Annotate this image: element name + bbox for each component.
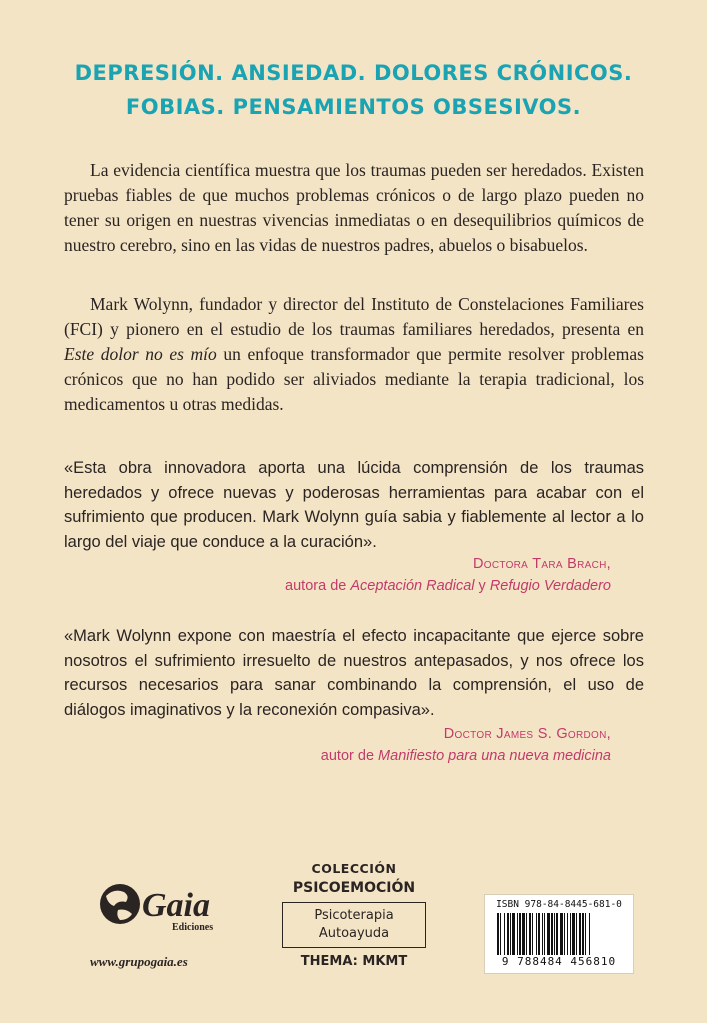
attribution-2-author: Doctor James S. Gordon, <box>443 726 611 742</box>
isbn-digits: 9 788484 456810 <box>501 955 617 968</box>
isbn-barcode <box>484 894 634 974</box>
barcode-bar <box>547 913 550 955</box>
thema-code: THEMA: MKMT <box>300 954 408 969</box>
barcode-bar <box>510 913 511 955</box>
collection-block <box>272 860 436 969</box>
barcode-bar <box>551 913 553 955</box>
barcode-bar <box>538 913 540 955</box>
logo-word: Gaia <box>142 887 210 924</box>
headline-line-1: DEPRESIÓN. ANSIEDAD. DOLORES CRÓNICOS. <box>74 61 633 85</box>
headline-line-2: FOBIAS. PENSAMIENTOS OBSESIVOS. <box>125 95 582 119</box>
headline <box>0 56 707 124</box>
barcode-bar <box>560 913 563 955</box>
barcode-bar <box>582 913 584 955</box>
barcode-bar <box>512 913 515 955</box>
attribution-1-book-1: Aceptación Radical <box>350 578 475 594</box>
attribution-1-author: Doctora Tara Brach, <box>472 556 611 572</box>
attribution-1-prefix: autora de <box>285 578 351 594</box>
attribution-2-role <box>321 745 611 767</box>
barcode-bar <box>576 913 577 955</box>
barcode-bar <box>579 913 581 955</box>
barcode-bar <box>504 913 505 955</box>
paragraph-1: La evidencia científica muestra que los traumas pueden ser heredados. Existen pruebas fiables de que muchos problemas crónicos o de largo plazo pueden no tener su origen en nuestras vivencias inmediatas o en desequilibrios químicos de nuestro cerebro, sino en las vidas de nuestros padres, abuelos o bisabuelos. <box>64 160 644 255</box>
barcode-bar <box>522 913 525 955</box>
blurb-quote-1: «Esta obra innovadora aporta una lúcida comprensión de los traumas heredados y ofrece nuevas y poderosas herramientas para acabar con el sufrimiento que producen. Mark Wolynn guía sabia y fiablemente al lector a lo largo del viaje que conduce a la curación». <box>64 459 644 551</box>
intro-paragraph <box>64 158 644 258</box>
attribution-1-role <box>285 575 611 597</box>
barcode-bar <box>532 913 533 955</box>
category-2: Autoayuda <box>318 926 390 941</box>
attribution-1-book-2: Refugio Verdadero <box>489 578 611 594</box>
attribution-1-join: y <box>474 578 490 594</box>
barcode-bar <box>572 913 575 955</box>
category-box <box>282 902 426 948</box>
barcode-bar <box>507 913 509 955</box>
author-paragraph <box>64 292 644 417</box>
attribution-2-prefix: autor de <box>320 748 379 764</box>
barcode-bar <box>526 913 527 955</box>
barcode-bar <box>570 913 571 955</box>
barcode-bar <box>585 913 586 955</box>
barcode-bar <box>500 913 501 955</box>
paragraph-2-after: un enfoque transformador que permite resolver problemas crónicos que no han podido ser aliviados mediante la terapia tradicional, los medicamentos u otras medidas. <box>64 344 644 414</box>
blurb-attribution-1 <box>285 553 611 597</box>
collection-name: PSICOEMOCIÓN <box>292 880 416 896</box>
barcode-icon <box>495 913 623 955</box>
isbn-label: ISBN 978-84-8445-681-0 <box>496 899 622 910</box>
barcode-bar <box>564 913 565 955</box>
barcode-bar <box>556 913 558 955</box>
barcode-bar <box>497 913 499 955</box>
blurb-attribution-2 <box>321 723 611 767</box>
barcode-bar <box>554 913 555 955</box>
barcode-bar <box>517 913 518 955</box>
blurb-quote-2: «Mark Wolynn expone con maestría el efecto incapacitante que ejerce sobre nosotros el sufrimiento irresuelto de nuestros antepasados, y nos ofrece los recursos necesarios para sanar combinando la comprensión, el uso de diálogos imaginativos y la reconexión compasiva». <box>64 627 644 719</box>
barcode-bar <box>529 913 531 955</box>
book-title: Este dolor no es mío <box>64 344 217 364</box>
barcode-bar <box>519 913 521 955</box>
category-1: Psicoterapia <box>314 908 394 923</box>
logo-sub: Ediciones <box>172 922 214 933</box>
paragraph-2-before: Mark Wolynn, fundador y director del Instituto de Constelaciones Familiares (FCI) y pionero en el estudio de los traumas familiares heredados, presenta en <box>64 294 644 339</box>
publisher-logo <box>84 870 224 940</box>
barcode-bar <box>589 913 590 955</box>
publisher-url: www.grupogaia.es <box>90 954 188 969</box>
collection-label: COLECCIÓN <box>311 861 397 876</box>
barcode-bar <box>542 913 543 955</box>
barcode-bar <box>544 913 545 955</box>
barcode-bar <box>536 913 537 955</box>
barcode-bar <box>567 913 568 955</box>
attribution-2-book: Manifiesto para una nueva medicina <box>378 748 611 764</box>
paragraph-2 <box>64 292 644 417</box>
gaia-logo-icon <box>84 870 224 940</box>
